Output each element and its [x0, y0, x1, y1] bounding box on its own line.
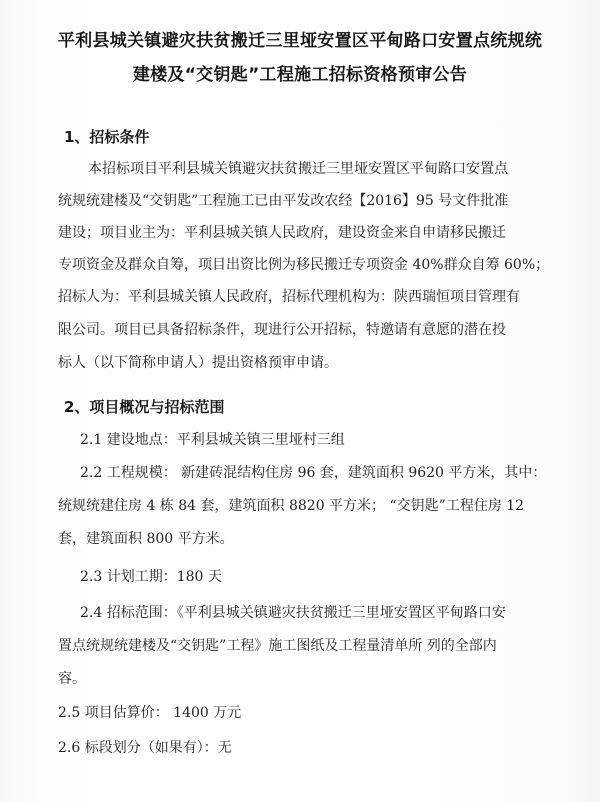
- paragraph-line: 招标人为：平利县城关镇人民政府，招标代理机构为：陕西瑞恒项目管理有: [58, 289, 520, 305]
- document-title-line-2: 建楼及“交钥匙”工程施工招标资格预审公告: [132, 65, 468, 85]
- paragraph-line: 限公司。项目已具备招标条件，现进行公开招标，特邀请有意愿的潜在投: [58, 322, 506, 338]
- paragraph-line: 本招标项目平利县城关镇避灾扶贫搬迁三里垭安置区平甸路口安置点: [88, 161, 508, 177]
- item-2-4-scope-line: 2.4 招标范围：《平利县城关镇避灾扶贫搬迁三里垭安置区平甸路口安: [80, 605, 506, 621]
- section-heading-tender-conditions: 1、招标条件: [64, 128, 150, 146]
- item-2-6-lot-division: 2.6 标段划分（如果有）：无: [58, 740, 232, 756]
- item-2-2-scale-line: 2.2 工程规模： 新建砖混结构住房 96 套，建筑面积 9620 平方米，其中：: [80, 465, 547, 481]
- paragraph-line: 统规统建楼及“交钥匙”工程施工已由平发改农经【2016】95 号文件批准: [58, 193, 509, 209]
- item-2-2-scale-line: 套，建筑面积 800 平方米。: [58, 531, 234, 547]
- item-2-5-estimated-price: 2.5 项目估算价： 1400 万元: [58, 705, 242, 721]
- paragraph-line: 建设；项目业主为：平利县城关镇人民政府，建设资金来自申请移民搬迁: [58, 225, 506, 241]
- section-heading-project-overview: 2、项目概况与招标范围: [64, 398, 225, 416]
- paragraph-line: 标人（以下简称申请人）提出资格预审申请。: [58, 355, 338, 371]
- item-2-3-duration: 2.3 计划工期：180 天: [80, 569, 222, 585]
- item-2-1-location: 2.1 建设地点：平利县城关镇三里垭村三组: [80, 432, 345, 448]
- item-2-2-scale-line: 统规统建住房 4 栋 84 套，建筑面积 8820 平方米； “交钥匙”工程住房 12: [58, 498, 525, 514]
- item-2-4-scope-line: 容。: [58, 671, 86, 687]
- paragraph-line: 专项资金及群众自筹，项目出资比例为移民搬迁专项资金 40%群众自筹 60%；: [58, 257, 550, 273]
- item-2-4-scope-line: 置点统规统建楼及“交钥匙”工程》施工图纸及工程量清单所 列的全部内: [58, 638, 497, 654]
- document-title-line-1: 平利县城关镇避灾扶贫搬迁三里垭安置区平甸路口安置点统规统: [57, 31, 543, 51]
